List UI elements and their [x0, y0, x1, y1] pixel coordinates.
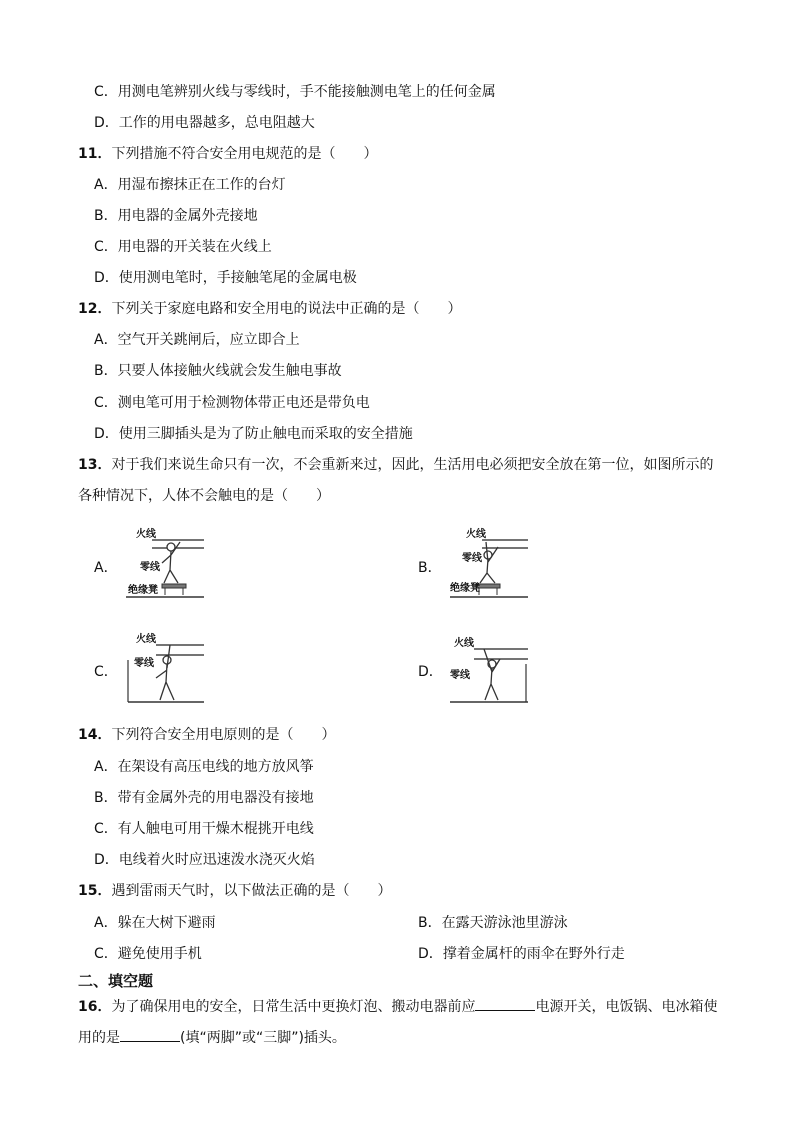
figure-d-live-label: 火线 [454, 638, 474, 649]
figure-b-live-label: 火线 [466, 529, 486, 540]
q14-option-d: D．电线着火时应迅速泼水浇灭火焰 [94, 852, 315, 868]
figure-c-live-label: 火线 [136, 634, 156, 645]
figure-b-diagram [448, 525, 530, 603]
q16-stem-line2 [78, 1029, 346, 1047]
q12-number: 12． [78, 301, 112, 317]
q16-line2-part2: (填“两脚”或“三脚”)插头。 [180, 1030, 346, 1046]
q11-option-d: D．使用测电笔时，手接触笔尾的金属电极 [94, 270, 357, 286]
q11-option-a: A．用湿布擦抹正在工作的台灯 [94, 177, 286, 193]
q14-number: 14． [78, 727, 112, 743]
q13-stem [78, 456, 713, 474]
q16-line2-part1: 用的是 [78, 1030, 120, 1046]
figure-b-stool-label: 绝缘凳 [450, 583, 480, 594]
figure-c-letter: C． [94, 664, 118, 680]
figure-a-live-label: 火线 [136, 529, 156, 540]
q10-option-d: D．工作的用电器越多，总电阻越大 [94, 115, 315, 131]
q16-blank-1[interactable] [475, 998, 535, 1011]
q12-option-a: A．空气开关跳闸后，应立即合上 [94, 332, 300, 348]
q14-option-c: C．有人触电可用干燥木棍挑开电线 [94, 821, 314, 837]
figure-b-neutral-label: 零线 [462, 553, 482, 564]
q15-option-b: B．在露天游泳池里游泳 [418, 915, 568, 931]
q13-text-line2: 各种情况下，人体不会触电的是（ ） [78, 488, 330, 504]
q15-option-d: D．撑着金属杆的雨伞在野外行走 [418, 946, 625, 962]
q16-text-part2: 电源开关，电饭锅、电冰箱使 [535, 999, 718, 1015]
q11-option-b: B．用电器的金属外壳接地 [94, 208, 258, 224]
q14-option-a: A．在架设有高压电线的地方放风筝 [94, 759, 314, 775]
q15-stem [78, 882, 391, 900]
figure-a-diagram [124, 525, 206, 603]
q12-option-d: D．使用三脚插头是为了防止触电而采取的安全措施 [94, 426, 413, 442]
q11-number: 11． [78, 146, 112, 162]
figure-d-diagram [448, 632, 530, 708]
figure-a-neutral-label: 零线 [140, 562, 160, 573]
q12-stem [78, 300, 461, 318]
q10-option-c: C．用测电笔辨别火线与零线时，手不能接触测电笔上的任何金属 [94, 84, 496, 100]
q11-stem [78, 145, 377, 163]
q16-number: 16． [78, 999, 112, 1015]
q12-option-c: C．测电笔可用于检测物体带正电还是带负电 [94, 395, 370, 411]
q12-option-b: B．只要人体接触火线就会发生触电事故 [94, 363, 342, 379]
q14-stem [78, 726, 335, 744]
figure-c-diagram [124, 630, 206, 708]
figure-b-letter: B． [418, 560, 442, 576]
q11-text: 下列措施不符合安全用电规范的是（ ） [111, 146, 378, 162]
figure-a-stool-label: 绝缘凳 [128, 585, 158, 596]
q13-number: 13． [78, 457, 112, 473]
q13-text-line1: 对于我们来说生命只有一次，不会重新来过，因此，生活用电必须把安全放在第一位，如图所示的 [111, 457, 714, 473]
q12-text: 下列关于家庭电路和安全用电的说法中正确的是（ ） [111, 301, 462, 317]
q14-option-b: B．带有金属外壳的用电器没有接地 [94, 790, 314, 806]
figure-d-letter: D． [418, 664, 443, 680]
q16-blank-2[interactable] [120, 1029, 180, 1042]
section-heading-fill-in: 二、填空题 [78, 972, 154, 990]
q11-option-c: C．用电器的开关装在火线上 [94, 239, 272, 255]
q16-stem-line1 [78, 998, 717, 1016]
figure-a-letter: A． [94, 560, 118, 576]
q14-text: 下列符合安全用电原则的是（ ） [111, 727, 336, 743]
figure-c-neutral-label: 零线 [134, 658, 154, 669]
q16-text-part1: 为了确保用电的安全，日常生活中更换灯泡、搬动电器前应 [111, 999, 476, 1015]
q15-option-a: A．躲在大树下避雨 [94, 915, 216, 931]
q15-number: 15． [78, 883, 112, 899]
figure-d-neutral-label: 零线 [450, 670, 470, 681]
q15-option-c: C．避免使用手机 [94, 946, 202, 962]
q15-text: 遇到雷雨天气时，以下做法正确的是（ ） [111, 883, 392, 899]
